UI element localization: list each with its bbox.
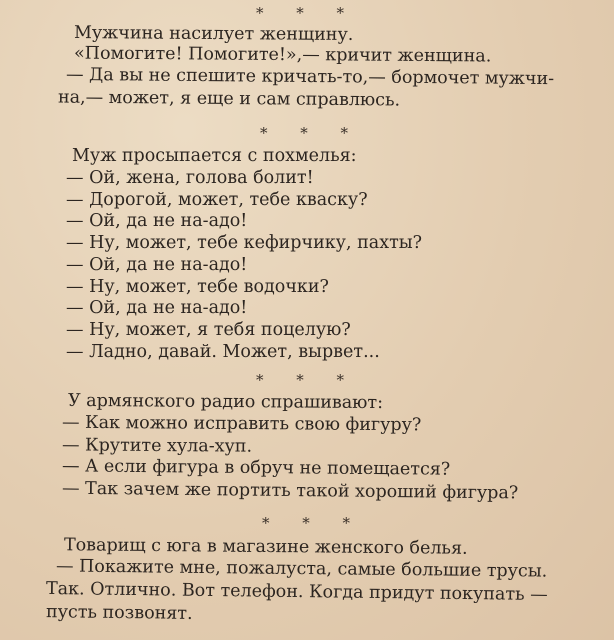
text-line: — Ой, жена, голова болит! bbox=[66, 168, 314, 188]
text-line: «Помогите! Помогите!»,— кричит женщина. bbox=[73, 43, 492, 67]
text-line: Так. Отлично. Вот телефон. Когда придут покупать — bbox=[45, 578, 548, 606]
separator-stars: * * * bbox=[259, 124, 363, 142]
text-line: — Покажите мне, пожалуста, самые большие трусы. bbox=[55, 556, 548, 582]
text-line: пусть позвонят. bbox=[45, 602, 193, 624]
text-line: — Ой, да не на-адо! bbox=[66, 298, 248, 318]
text-line: — Дорогой, может, тебе кваску? bbox=[66, 190, 368, 210]
text-line: — Как можно исправить свою фигуру? bbox=[61, 412, 422, 436]
separator-stars: * * * bbox=[255, 371, 359, 389]
text-line: — Ну, может, тебе водочки? bbox=[66, 277, 329, 297]
separator-stars: * * * bbox=[255, 4, 359, 22]
text-line: — Крутите хула-хуп. bbox=[61, 435, 253, 457]
text-line: Товарищ с юга в магазине женского белья. bbox=[63, 535, 468, 559]
text-line: — Ой, да не на-адо! bbox=[66, 211, 248, 231]
text-line: Мужчина насилует женщину. bbox=[73, 23, 354, 45]
text-line: — Ой, да не на-адо! bbox=[66, 255, 248, 275]
separator-stars: * * * bbox=[261, 514, 365, 532]
text-line: — Ну, может, я тебя поцелую? bbox=[66, 320, 351, 340]
text-line: Муж просыпается с похмелья: bbox=[72, 146, 357, 166]
text-line: — Да вы не спешите кричать-то,— бормочет мужчи- bbox=[65, 64, 555, 90]
text-line: на,— может, я еще и сам справлюсь. bbox=[57, 87, 401, 111]
text-line: — Так зачем же портить такой хороший фигура? bbox=[61, 478, 519, 504]
text-line: — А если фигура в обруч не помещается? bbox=[61, 456, 451, 480]
text-line: — Ладно, давай. Может, вырвет... bbox=[66, 342, 380, 362]
text-line: У армянского радио спрашивают: bbox=[67, 390, 384, 414]
text-line: — Ну, может, тебе кефирчику, пахты? bbox=[66, 233, 423, 253]
